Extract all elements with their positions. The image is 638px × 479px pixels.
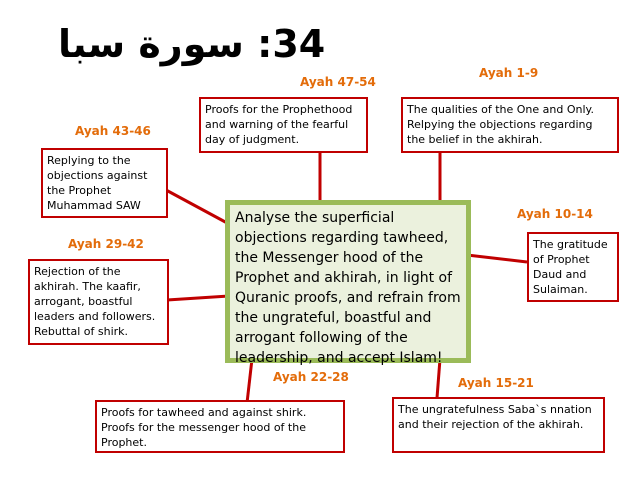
connector-b10 <box>467 255 527 262</box>
box-ayah-1-9: The qualities of the One and Only. Relpying the objections regarding the belief in the akhirah. <box>401 97 619 153</box>
box-ayah-10-14: The gratitude of Prophet Daud and Sulaiman. <box>527 232 619 302</box>
ayah-label-43-46: Ayah 43-46 <box>75 124 151 138</box>
ayah-label-15-21: Ayah 15-21 <box>458 376 534 390</box>
central-theme-text: Analyse the superficial objections regarding tawheed, the Messenger hood of the Prophet and akhirah, in light of Quranic proofs, and refrain from the ungrateful, boastful and arrogant following of the leadership, and accept Islam! <box>229 204 467 359</box>
ayah-label-47-54: Ayah 47-54 <box>300 75 376 89</box>
box-ayah-43-46: Replying to the objections against the Prophet Muhammad SAW <box>41 148 168 218</box>
connector-b29 <box>167 296 229 300</box>
ayah-label-29-42: Ayah 29-42 <box>68 237 144 251</box>
central-theme-box <box>225 200 471 366</box>
ayah-label-10-14: Ayah 10-14 <box>517 207 593 221</box>
box-ayah-29-42: Rejection of the akhirah. The kaafir, arrogant, boastful leaders and followers. Rebuttal of shirk. <box>28 259 169 345</box>
ayah-label-1-9: Ayah 1-9 <box>479 66 539 80</box>
ayah-label-22-28: Ayah 22-28 <box>273 370 349 384</box>
surah-title: 34: سورة سبا <box>58 22 326 66</box>
box-ayah-15-21: The ungratefulness Saba`s nnation and their rejection of the akhirah. <box>392 397 605 453</box>
connector-b43 <box>166 190 229 224</box>
box-ayah-22-28: Proofs for tawheed and against shirk. Proofs for the messenger hood of the Prophet. <box>95 400 345 453</box>
box-ayah-47-54: Proofs for the Prophethood and warning of the fearful day of judgment. <box>199 97 368 153</box>
